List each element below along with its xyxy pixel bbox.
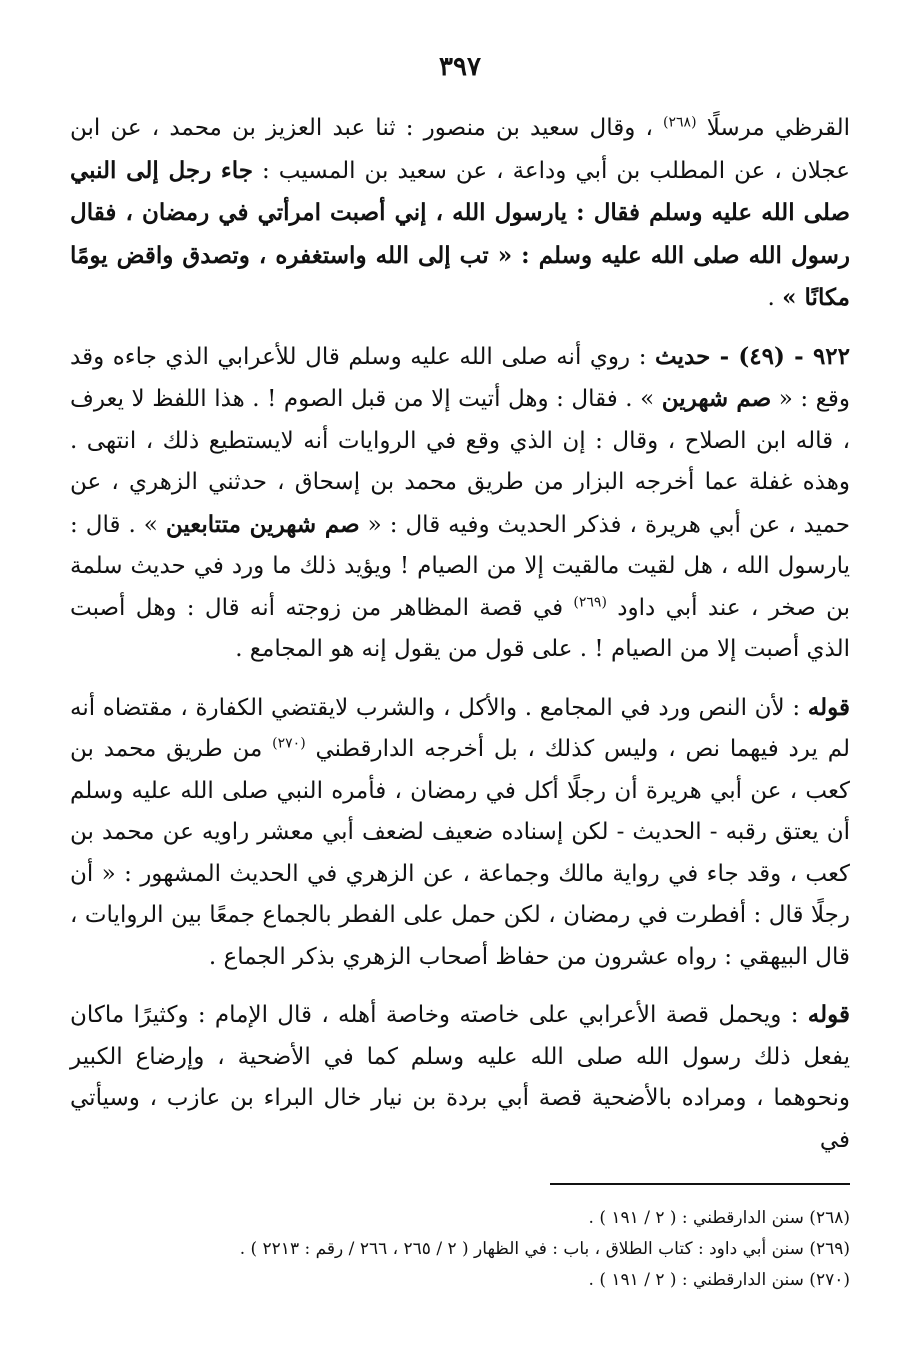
p3-qawluhu: قوله: [807, 693, 851, 721]
p4-qawluhu: قوله: [807, 1001, 850, 1028]
p4-text-b: : ويحمل قصة الأعرابي على خاصته وخاصة أهله ، قال الإمام : وكثيرًا ماكان يفعل ذلك رسول الله صلى الله عليه وسلم كما في الأضحية ، وإرضاع الكبير ونحوهما ، ومراده بالأضحية قصة أبي بردة بن نيار خال البراء بن عازب ، وسيأتي في: [70, 1002, 850, 1153]
paragraph-3: [70, 687, 850, 979]
hadith-number-922: ٩٢٢ - (٤٩) - حديث: [655, 342, 850, 370]
paragraph-1: [70, 108, 850, 320]
footnote-ref-269[interactable]: (٢٦٩): [573, 593, 607, 610]
footnote-269: (٢٦٩) سنن أبي داود : كتاب الطلاق ، باب : في الظهار ( ٢ / ٢٦٥ ، ٢٦٦ / رقم : ٢٢١٣ ) .: [239, 1239, 850, 1259]
footnote-divider: [550, 1183, 850, 1185]
footnote-270: (٢٧٠) سنن الدارقطني : ( ٢ / ١٩١ ) .: [588, 1270, 850, 1290]
page-number: ٣٩٧: [439, 52, 481, 82]
p3-text-c: من طريق محمد بن كعب ، عن أبي هريرة أن رجلًا أكل في رمضان ، فأمره النبي صلى الله عليه وسلم أن يعتق رقبه - الحديث - لكن إسناده ضعيف لضعف أبي معشر راويه عن محمد بن كعب ، وقد جاء في رواية مالك وجماعة ، عن الزهري في الحديث المشهور : « أن رجلًا قال : أفطرت في رمضان ، لكن حمل على الفطر بالجماع جمعًا بين الروايات ، قال البيهقي : رواه عشرون من حفاظ أصحاب الزهري بذكر الجماع .: [70, 736, 850, 970]
p2-text-b: : روي أنه صلى الله عليه وسلم قال للأعرابي الذي جاءه وقد وقع : «: [70, 343, 851, 412]
p1-text-a: القرظي مرسلًا: [706, 115, 851, 141]
p2-text-f: » . قال : يارسول الله ، هل لقيت مالقيت إلا من الصيام ! ويؤيد ذلك ما ورد في حديث سلمة بن صخر ، عند أبي داود: [70, 511, 851, 621]
p2-text-d: » . فقال : وهل أتيت إلا من قبل الصوم ! . هذا اللفظ لا يعرف ، قاله ابن الصلاح ، وقال : إن الذي وقع في الروايات أنه لايستطيع ذلك ، انتهى . وهذه غفلة عما أخرجه البزار من طريق محمد بن إسحاق ، حدثني الزهري ، عن حميد ، عن أبي هريرة ، فذكر الحديث وفيه قال : «: [70, 386, 851, 538]
p2-text-g: في قصة المظاهر من زوجته أنه قال : وهل أصبت الذي أصبت إلا من الصيام ! . على قول من يقول إنه هو المجامع .: [70, 594, 850, 662]
paragraph-4: [70, 994, 850, 1161]
p1-text-d: .: [767, 285, 775, 311]
footnote-268: (٢٦٨) سنن الدارقطني : ( ٢ / ١٩١ ) .: [588, 1208, 850, 1228]
footnote-ref-268[interactable]: (٢٦٨): [663, 114, 697, 131]
p3-text-b: : لأن النص ورد في المجامع . والأكل ، والشرب لايقتضي الكفارة ، مقتضاه أنه لم يرد فيهما نص ، وليس كذلك ، بل أخرجه الدارقطني: [70, 694, 851, 762]
p1-text-b: ، وقال سعيد بن منصور : ثنا عبد العزيز بن محمد ، عن ابن عجلان ، عن المطلب بن أبي وداعة ، عن سعيد بن المسيب :: [70, 115, 850, 184]
paragraph-2: [70, 336, 850, 671]
p2-quote-1: صم شهرين: [661, 385, 772, 412]
book-page: [70, 52, 850, 1296]
p1-hadith-quote: جاء رجل إلى النبي صلى الله عليه وسلم فقال : يارسول الله ، إني أصبت امرأتي في رمضان ، فقال رسول الله صلى الله عليه وسلم : « تب إلى الله واستغفره ، وتصدق واقض يومًا مكانًا »: [70, 156, 850, 311]
footnote-ref-270[interactable]: (٢٧٠): [272, 735, 306, 752]
p2-quote-2: صم شهرين متتابعين: [165, 510, 360, 538]
